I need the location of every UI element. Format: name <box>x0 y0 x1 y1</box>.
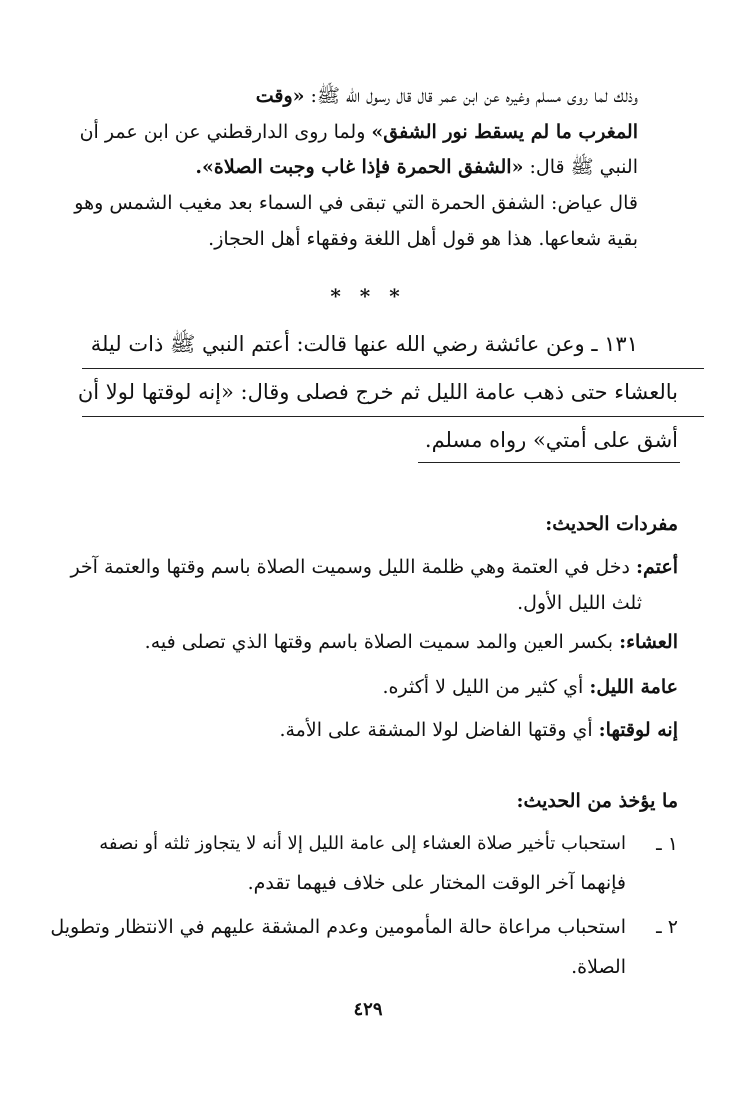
intro-line-4: قال عياض: الشفق الحمرة التي تبقى في السماء بعد مغيب الشمس وهو <box>74 192 638 214</box>
intro-quote: المغرب ما لم يسقط نور الشفق» <box>371 121 638 143</box>
hadith-rule-2 <box>82 416 704 417</box>
vocab-term: إنه لوقتها: <box>598 719 678 741</box>
intro-text: وذلك لما روى مسلم وغيره عن ابن عمر قال قال رسول الله ﷺ: <box>304 85 638 107</box>
intro-quote: «الشفق الحمرة فإذا غاب وجبت الصلاة». <box>195 156 524 178</box>
vocab-entry-1 <box>70 553 678 581</box>
intro-line-5: بقية شعاعها. هذا هو قول أهل اللغة وفقهاء أهل الحجاز. <box>208 228 638 250</box>
hadith-line-1: ١٣١ ـ وعن عائشة رضي الله عنها قالت: أعتم النبي ﷺ ذات ليلة <box>90 332 638 356</box>
intro-text: ولما روى الدارقطني عن ابن عمر أن <box>79 121 372 143</box>
lesson-1-line-2: فإنهما آخر الوقت المختار على خلاف فيهما تقدم. <box>247 872 626 894</box>
lesson-2-number: ٢ ـ <box>656 916 678 938</box>
intro-line-1 <box>256 82 638 110</box>
vocab-definition: أي وقتها الفاضل لولا المشقة على الأمة. <box>279 719 599 741</box>
vocab-entry-2 <box>145 628 678 656</box>
vocab-term: أعتم: <box>635 556 678 578</box>
intro-quote: «وقت <box>255 85 305 107</box>
lesson-1-number: ١ ـ <box>656 833 678 855</box>
lesson-2-line-1: استحباب مراعاة حالة المأمومين وعدم المشقة عليهم في الانتظار وتطويل <box>50 916 626 938</box>
hadith-line-3: أشق على أمتي» رواه مسلم. <box>424 428 678 452</box>
hadith-rule-1 <box>82 368 704 369</box>
section-separator: * * * <box>330 284 406 308</box>
vocab-entry-4 <box>279 716 678 744</box>
intro-line-3 <box>195 153 638 181</box>
vocab-entry-1-cont: ثلث الليل الأول. <box>517 592 642 614</box>
vocab-entry-3 <box>383 673 679 701</box>
vocab-definition: أي كثير من الليل لا أكثره. <box>382 676 590 698</box>
vocab-term: عامة الليل: <box>589 676 678 698</box>
vocab-heading: مفردات الحديث: <box>545 513 678 535</box>
intro-line-2 <box>80 118 638 146</box>
hadith-line-2: بالعشاء حتى ذهب عامة الليل ثم خرج فصلى وقال: «إنه لوقتها لولا أن <box>77 380 678 404</box>
lessons-heading: ما يؤخذ من الحديث: <box>516 790 678 812</box>
vocab-definition: بكسر العين والمد سميت الصلاة باسم وقتها الذي تصلى فيه. <box>144 631 620 653</box>
intro-text: النبي ﷺ قال: <box>523 156 638 178</box>
page-number: ٤٢٩ <box>353 999 383 1020</box>
lesson-1-line-1: استحباب تأخير صلاة العشاء إلى عامة الليل إلا أنه لا يتجاوز ثلثه أو نصفه <box>99 833 626 854</box>
vocab-definition: دخل في العتمة وهي ظلمة الليل وسميت الصلاة باسم وقتها والعتمة آخر <box>70 556 636 578</box>
hadith-rule-3 <box>418 462 680 463</box>
vocab-term: العشاء: <box>619 631 678 653</box>
lesson-2-line-2: الصلاة. <box>571 956 626 978</box>
